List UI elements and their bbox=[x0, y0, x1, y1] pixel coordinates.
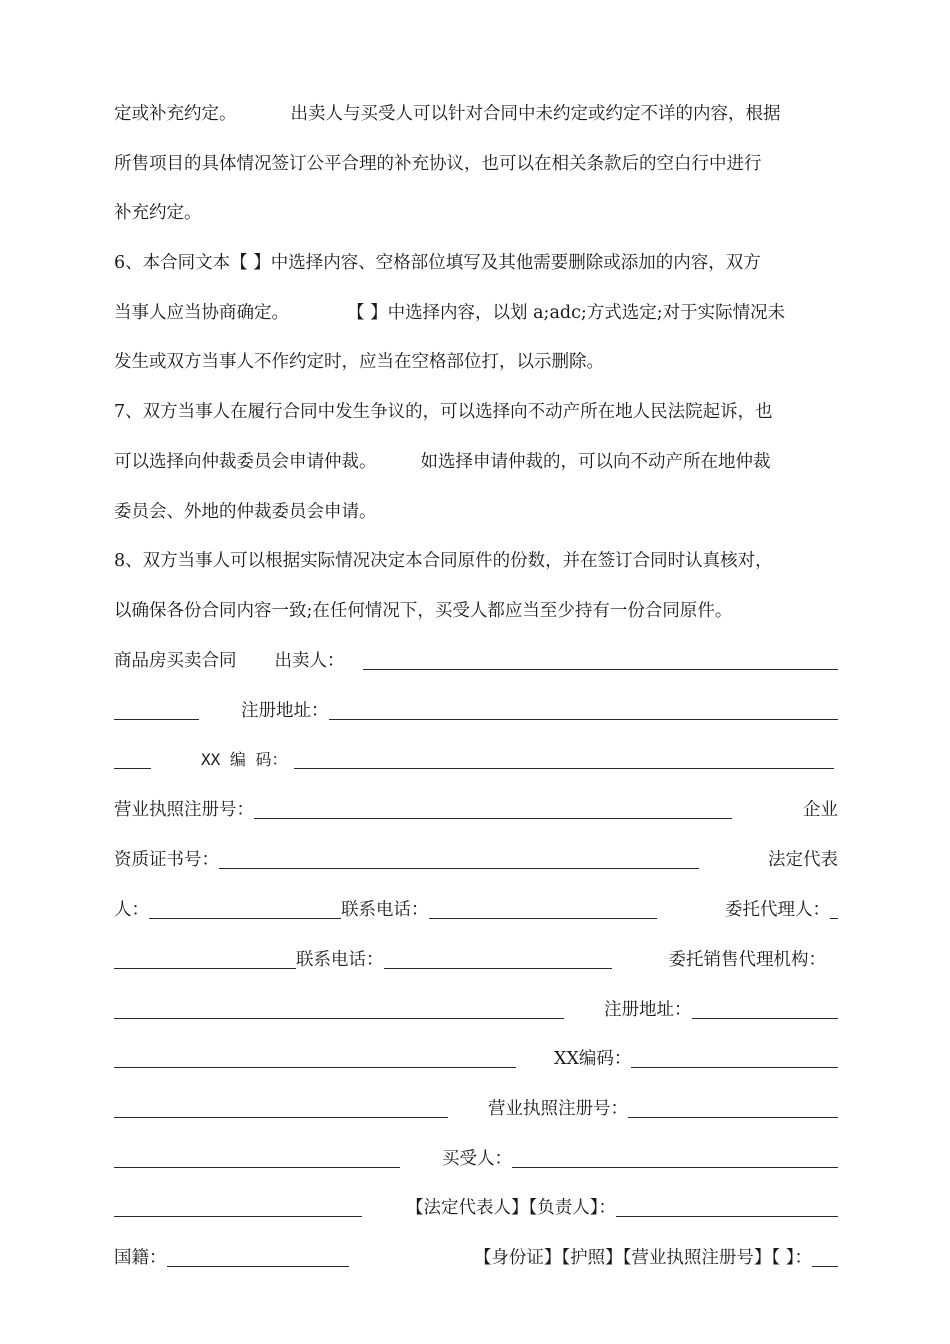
clause-text: 出卖人与买受人可以针对合同中未约定或约定不详的内容，根据 bbox=[290, 104, 781, 124]
agency-address-row bbox=[114, 995, 838, 1025]
contract-title: 商品房买卖合同 bbox=[114, 651, 237, 671]
agency-postcode-row bbox=[114, 1044, 838, 1074]
clause-6-text: 【 】中选择内容，以划 a;adc;方式选定;对于实际情况未 bbox=[347, 303, 786, 323]
sales-agency-blank[interactable] bbox=[114, 997, 564, 1019]
seller-blank-cont[interactable] bbox=[114, 698, 199, 720]
clause-6-text: 6、本合同文本【 】中选择内容、空格部位填写及其他需要删除或添加的内容，双方 bbox=[114, 253, 761, 273]
agent-blank[interactable] bbox=[830, 897, 838, 919]
agency-postcode-label: XX编码： bbox=[554, 1049, 632, 1069]
agency-reg-address-label: 注册地址： bbox=[604, 1000, 692, 1020]
agency-reg-address-blank[interactable] bbox=[692, 997, 839, 1019]
seller-label: 出卖人： bbox=[274, 651, 345, 671]
clause-text: 所售项目的具体情况签订公平合理的补充协议，也可以在相关条款后的空白行中进行 bbox=[114, 154, 762, 174]
reg-address-blank-cont[interactable] bbox=[114, 747, 151, 769]
qualification-label-start: 企业 bbox=[803, 800, 838, 820]
qualification-blank[interactable] bbox=[219, 847, 699, 869]
phone-label: 联系电话： bbox=[341, 900, 429, 920]
buyer-legal-rep-label: 【法定代表人】【负责人】： bbox=[406, 1198, 616, 1218]
clause-7-text: 可以选择向仲裁委员会申请仲裁。 bbox=[114, 452, 377, 472]
agency-license-label: 营业执照注册号： bbox=[488, 1099, 628, 1119]
nationality-blank[interactable] bbox=[167, 1245, 349, 1267]
paragraph-line bbox=[114, 298, 838, 328]
paragraph-line bbox=[114, 248, 838, 278]
sales-agency-label: 委托销售代理机构： bbox=[668, 950, 826, 970]
postcode-row bbox=[114, 745, 838, 775]
legal-rep-label-start: 法定代表 bbox=[768, 850, 838, 870]
reg-address-blank[interactable] bbox=[329, 698, 839, 720]
paragraph-line bbox=[114, 546, 838, 576]
clause-8-text: 以确保各份合同内容一致;在任何情况下，买受人都应当至少持有一份合同原件。 bbox=[114, 601, 733, 621]
clause-text: 补充约定。 bbox=[114, 203, 202, 223]
id-type-label: 【身份证】【护照】【营业执照注册号】【 】： bbox=[473, 1248, 812, 1268]
nationality-label: 国籍： bbox=[114, 1248, 167, 1268]
seller-row bbox=[114, 646, 838, 676]
clause-7-text: 7、双方当事人在履行合同中发生争议的，可以选择向不动产所在地人民法院起诉，也 bbox=[114, 402, 773, 422]
license-blank[interactable] bbox=[254, 797, 732, 819]
qualification-label: 资质证书号： bbox=[114, 850, 219, 870]
seller-blank[interactable] bbox=[363, 648, 839, 670]
agent-blank-cont[interactable] bbox=[114, 947, 296, 969]
buyer-row bbox=[114, 1144, 838, 1174]
clause-7-text: 如选择申请仲裁的，可以向不动产所在地仲裁 bbox=[420, 452, 771, 472]
clause-6-text: 发生或双方当事人不作约定时，应当在空格部位打，以示删除。 bbox=[114, 352, 604, 372]
paragraph-line bbox=[114, 347, 838, 377]
agency-license-blank-cont[interactable] bbox=[114, 1146, 400, 1168]
qualification-row bbox=[114, 845, 838, 875]
paragraph-line bbox=[114, 596, 838, 626]
buyer-blank-cont[interactable] bbox=[114, 1195, 362, 1217]
id-number-blank[interactable] bbox=[812, 1245, 838, 1267]
legal-rep-blank[interactable] bbox=[149, 897, 341, 919]
agency-postcode-blank-cont[interactable] bbox=[114, 1096, 448, 1118]
legal-rep-label: 人： bbox=[114, 900, 149, 920]
agency-postcode-blank[interactable] bbox=[631, 1046, 838, 1068]
reg-address-row bbox=[114, 696, 838, 726]
postcode-label: XX 编 码： bbox=[201, 750, 288, 769]
agent-phone-label: 联系电话： bbox=[296, 950, 384, 970]
agent-phone-blank[interactable] bbox=[384, 947, 612, 969]
buyer-legal-rep-row bbox=[114, 1193, 838, 1223]
buyer-label: 买受人： bbox=[442, 1149, 512, 1169]
buyer-blank[interactable] bbox=[512, 1146, 838, 1168]
clause-6-text: 当事人应当协商确定。 bbox=[114, 303, 289, 323]
clause-8-text: 8、双方当事人可以根据实际情况决定本合同原件的份数，并在签订合同时认真核对， bbox=[114, 551, 773, 571]
license-row bbox=[114, 795, 838, 825]
paragraph-line bbox=[114, 198, 838, 228]
paragraph-line bbox=[114, 99, 838, 129]
reg-address-label: 注册地址： bbox=[241, 701, 329, 721]
nationality-row bbox=[114, 1243, 838, 1273]
postcode-blank[interactable] bbox=[294, 747, 834, 769]
agency-reg-address-blank-cont[interactable] bbox=[114, 1046, 516, 1068]
clause-text: 定或补充约定。 bbox=[114, 104, 237, 124]
clause-7-text: 委员会、外地的仲裁委员会申请。 bbox=[114, 502, 377, 522]
paragraph-line bbox=[114, 149, 838, 179]
paragraph-line bbox=[114, 447, 838, 477]
agency-license-blank[interactable] bbox=[628, 1096, 838, 1118]
agency-license-row bbox=[114, 1094, 838, 1124]
phone-blank[interactable] bbox=[429, 897, 657, 919]
agent-phone-row bbox=[114, 945, 838, 975]
agent-label: 委托代理人： bbox=[725, 900, 830, 920]
paragraph-line bbox=[114, 497, 838, 527]
license-label: 营业执照注册号： bbox=[114, 800, 254, 820]
legal-rep-row bbox=[114, 895, 838, 925]
buyer-legal-rep-blank[interactable] bbox=[616, 1195, 838, 1217]
paragraph-line bbox=[114, 397, 838, 427]
